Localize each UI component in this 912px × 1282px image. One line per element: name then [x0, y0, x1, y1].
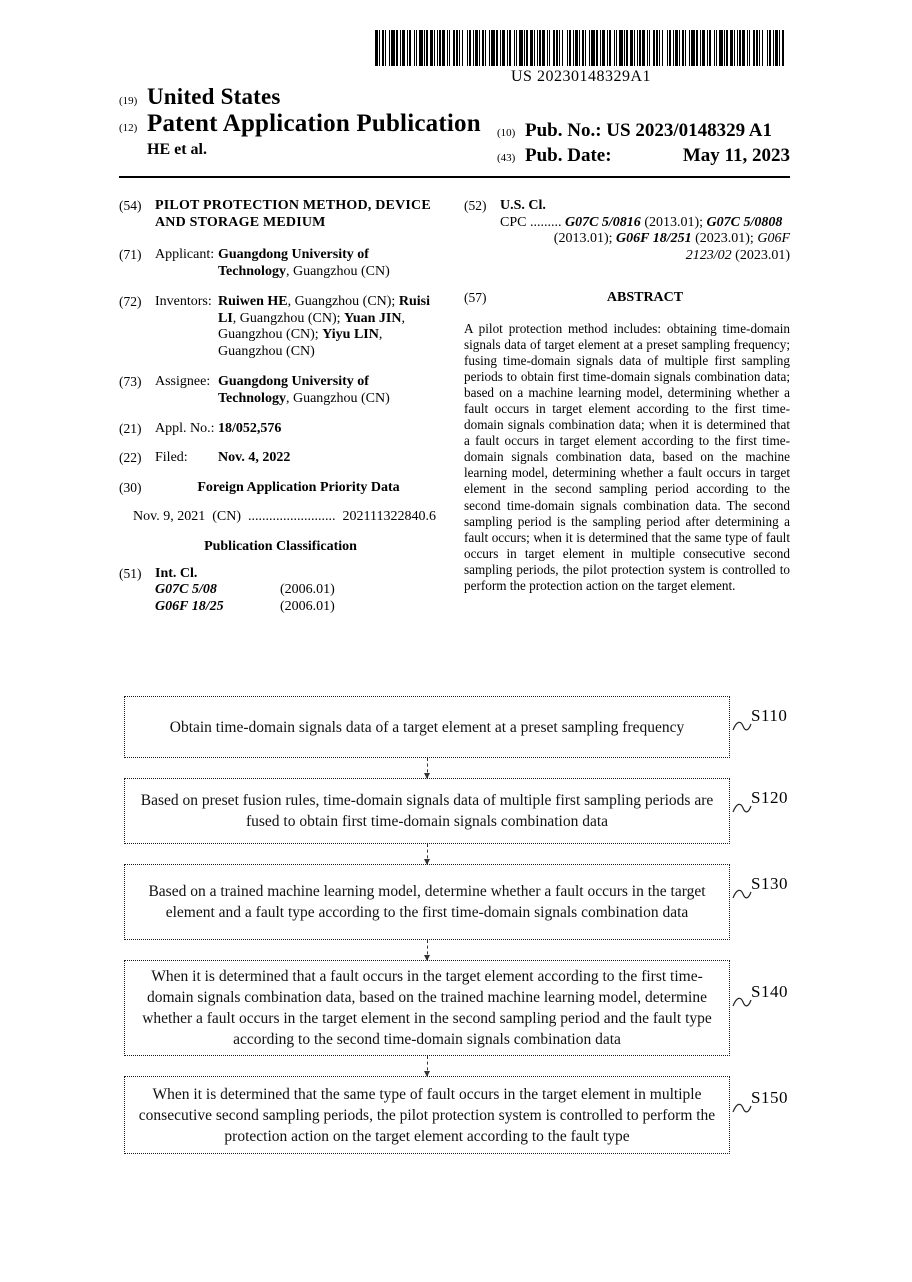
doc-type-name: Patent Application Publication — [147, 110, 481, 137]
text-segment: , Guangzhou (CN); — [232, 310, 344, 326]
inventors-tag: (72) — [119, 294, 142, 309]
assignee-label: Assignee: — [155, 374, 211, 389]
header-divider — [119, 176, 790, 178]
publication-classification-heading: Publication Classification — [204, 539, 357, 554]
intcl-label: Int. Cl. — [155, 565, 198, 581]
assignee-tag: (73) — [119, 374, 142, 389]
flow-step-box — [124, 960, 730, 1056]
intcl-version: (2006.01) — [280, 598, 335, 614]
applicant-value — [218, 247, 442, 280]
priority-tag: (30) — [119, 480, 142, 495]
priority-country: (CN) — [212, 508, 241, 524]
biblio-left-column — [119, 198, 442, 615]
flow-step-text: Obtain time-domain signals data of a target element at a preset sampling frequency — [169, 718, 685, 736]
text-segment: Guangdong University of Technology — [218, 374, 369, 406]
text-segment: Guangdong University of Technology — [218, 247, 369, 279]
text-segment: , Guangzhou (CN) — [285, 263, 390, 279]
cpc-line — [500, 215, 790, 232]
text-segment: CPC ......... — [500, 214, 565, 230]
biblio-right-column — [464, 198, 790, 594]
uscl-row — [464, 198, 790, 215]
text-segment: Ruiwen HE — [218, 294, 288, 309]
flow-arrow-down-icon — [427, 940, 428, 960]
flow-step-text: When it is determined that the same type of fault occurs in the target element in multiple consecutive second sampling periods, the pilot protection system is controlled to perform the protection action on the target element according to the fault type — [138, 1085, 716, 1145]
flow-arrow-down-icon — [427, 844, 428, 864]
text-segment: (2023.01) — [731, 247, 790, 263]
intcl-code: G07C 5/08 — [155, 582, 217, 597]
applicant-row — [119, 247, 442, 280]
pub-no-line — [497, 120, 790, 142]
flow-step-label-text: S120 — [751, 788, 788, 807]
appl-no-value: 18/052,576 — [218, 421, 282, 436]
country-name: United States — [147, 84, 281, 109]
text-segment: 2123/02 — [685, 247, 732, 263]
pub-date-tag: (43) — [497, 152, 516, 164]
barcode-text: US 20230148329A1 — [510, 68, 651, 85]
filed-label: Filed: — [155, 449, 188, 465]
pub-no: Pub. No.: US 2023/0148329 A1 — [525, 120, 773, 141]
appl-no-tag: (21) — [119, 421, 142, 436]
squiggle-connector-icon — [732, 995, 752, 1009]
flow-step-label — [732, 706, 796, 736]
flow-step — [124, 864, 788, 940]
doc-type-tag: (12) — [119, 122, 138, 134]
flow-step — [124, 778, 788, 844]
pub-date-line — [497, 145, 790, 167]
priority-date: Nov. 9, 2021 — [133, 508, 206, 524]
doc-type-line — [119, 110, 481, 138]
appl-no-row — [119, 421, 442, 438]
abstract-heading-row — [464, 290, 790, 307]
inventors-value — [218, 294, 442, 360]
flow-step — [124, 696, 788, 758]
intcl-tag: (51) — [119, 565, 142, 581]
pub-date-label: Pub. Date: — [525, 145, 612, 166]
flow-step-label — [732, 788, 796, 818]
flow-step-label-text: S110 — [751, 706, 788, 725]
flowchart — [124, 696, 788, 1154]
header-right — [497, 120, 790, 170]
flow-step-text: Based on a trained machine learning model, determine whether a fault occurs in the target element and a fault type according to the first time-domain signals combination data — [148, 883, 706, 921]
text-segment: G07C 5/0808 — [706, 214, 783, 230]
cpc-line — [500, 231, 790, 248]
flow-step-label-text: S130 — [751, 874, 788, 893]
flow-step-box — [124, 778, 730, 844]
text-segment: , Guangzhou (CN) — [285, 390, 390, 406]
flow-step-box — [124, 696, 730, 758]
flow-step-text: Based on preset fusion rules, time-domain signals data of multiple first sampling periods are fused to obtain first time-domain signals combination data — [140, 792, 714, 830]
priority-dots: ......................... — [247, 508, 336, 524]
intcl-entry — [155, 582, 442, 599]
squiggle-connector-icon — [732, 719, 752, 733]
text-segment: , Guangzhou (CN) — [218, 327, 383, 359]
priority-number: 202111322840.6 — [342, 508, 436, 524]
authors: HE et al. — [147, 141, 207, 158]
appl-no-label: Appl. No.: — [155, 421, 215, 436]
filed-row — [119, 450, 442, 467]
text-segment: , Guangzhou (CN); — [287, 294, 399, 309]
flow-step-label — [732, 874, 796, 904]
squiggle-connector-icon — [732, 887, 752, 901]
intcl-code: G06F 18/25 — [155, 598, 224, 614]
flow-step — [124, 960, 788, 1056]
header-left — [119, 84, 481, 159]
country-line — [119, 84, 481, 110]
abstract-tag: (57) — [464, 290, 487, 305]
flow-step-box — [124, 864, 730, 940]
assignee-row — [119, 374, 442, 407]
filed-value: Nov. 4, 2022 — [218, 449, 291, 465]
pub-no-tag: (10) — [497, 127, 516, 139]
cpc-block — [500, 215, 790, 265]
text-segment: , Guangzhou (CN); — [218, 310, 405, 342]
text-segment: G07C 5/0816 — [564, 214, 641, 230]
priority-heading: Foreign Application Priority Data — [197, 480, 400, 495]
text-segment: (2023.01); — [691, 231, 758, 246]
flow-arrow-down-icon — [427, 1056, 428, 1076]
flow-step-box — [124, 1076, 730, 1154]
squiggle-connector-icon — [732, 1101, 752, 1115]
text-segment: G06F 18/251 — [616, 231, 692, 246]
squiggle-connector-icon — [732, 801, 752, 815]
country-tag: (19) — [119, 95, 138, 107]
text-segment: Yiyu LIN — [322, 327, 379, 342]
title-row — [119, 198, 442, 231]
text-segment: (2013.01); — [553, 231, 617, 246]
priority-heading-row — [119, 480, 442, 497]
inventors-label: Inventors: — [155, 294, 212, 309]
intcl-row — [119, 566, 442, 583]
barcode-bars — [375, 30, 787, 66]
flow-step-text: When it is determined that a fault occurs in the target element according to the first time-domain signals combination data, based on the trained machine learning model, determine whether a fault occurs in the target element in the second sampling period and the fault type according to the second time-domain signals combination data — [142, 968, 712, 1048]
abstract-text: A pilot protection method includes: obtaining time-domain signals data of target element at a preset sampling frequency; fusing time-domain signals data of multiple first sampling periods to obtain first time-domain signals combination data; based on a machine learning model, determining whether a fault occurs in target element according to the first time-domain signals combination data; when it is determined that a fault occurs in target element according to the first time-domain signals combination data, based on the machine learning model, determining whether a fault occurs in target element in the second sampling period according to the second time-domain signals combination data. The second sampling period is the sampling period after determining a fault occurs; when it is determined that the same type of fault occurs in target element in multiple consecutive second sampling periods, the pilot protection system is controlled to perform the protection action on the target element. — [464, 320, 790, 593]
intcl-entry — [155, 599, 442, 616]
flow-step-label-text: S150 — [751, 1088, 788, 1107]
filed-tag: (22) — [119, 449, 142, 465]
flow-arrow-down-icon — [427, 758, 428, 778]
barcode — [375, 30, 787, 66]
cpc-line — [500, 248, 790, 265]
priority-data-line — [133, 509, 442, 526]
applicant-label: Applicant: — [155, 247, 215, 262]
flow-step-label — [732, 1088, 796, 1118]
text-segment: (2013.01); — [640, 214, 707, 230]
abstract-heading: ABSTRACT — [606, 290, 684, 305]
text-segment: Ruisi LI — [218, 294, 430, 326]
pub-date: May 11, 2023 — [682, 145, 790, 166]
title-tag: (54) — [119, 198, 142, 213]
text-segment: G06F — [757, 231, 790, 246]
applicant-tag: (71) — [119, 247, 142, 262]
invention-title: PILOT PROTECTION METHOD, DEVICE AND STORAGE MEDIUM — [155, 198, 431, 230]
intcl-version: (2006.01) — [280, 582, 335, 597]
flow-step-label — [732, 982, 796, 1012]
flow-step — [124, 1076, 788, 1154]
flow-step-label-text: S140 — [751, 982, 788, 1001]
inventors-row — [119, 294, 442, 360]
text-segment: Yuan JIN — [344, 310, 402, 326]
uscl-tag: (52) — [464, 198, 487, 213]
uscl-label: U.S. Cl. — [500, 198, 546, 213]
assignee-value — [218, 374, 442, 407]
